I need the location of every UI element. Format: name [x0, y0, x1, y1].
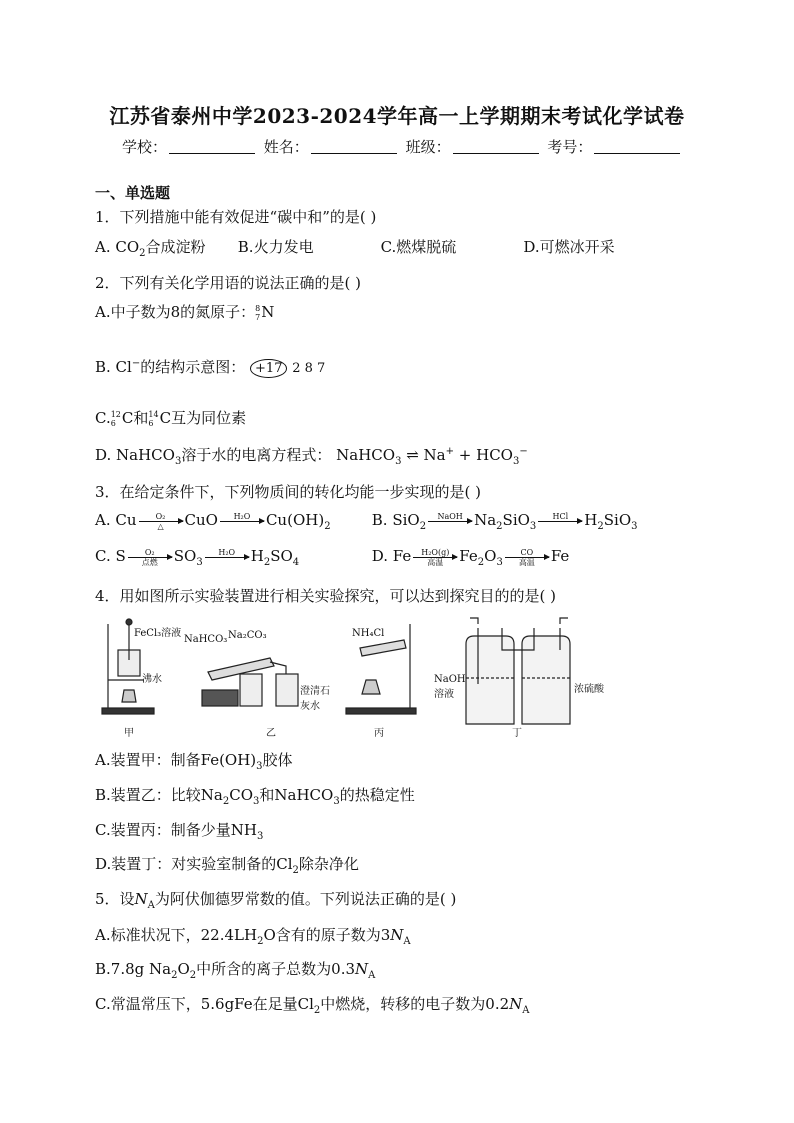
q4-option-b: B.装置乙：比较$Na_2CO_3$和NaHCO$_3$的热稳定性: [95, 786, 415, 807]
q4-option-c: C.装置丙：制备少量$NH_3$: [95, 821, 264, 842]
section-heading: 一、单选题: [95, 184, 171, 202]
q3-option-a: A. Cu O₂ △ CuO H₂O $Cu(OH)_2$: [95, 511, 331, 532]
q5-option-b: B.7.8g $Na_2O_2$中所含的离子总数为$0.3N_A$: [95, 960, 376, 981]
q5-option-c: C.常温常压下，5.6gFe在足量$Cl_2$中燃烧，转移的电子数为$0.2N_A$: [95, 995, 530, 1016]
label-limewater: 澄清石灰水: [300, 686, 330, 712]
exam-no-label: 考号：: [547, 138, 593, 156]
name-blank[interactable]: [311, 139, 397, 154]
label-jia: 甲: [124, 728, 134, 739]
q3-options-cd: [95, 547, 569, 567]
class-label: 班级：: [405, 138, 451, 156]
student-info-row: [122, 136, 684, 157]
q1-option-d: D.可燃冰开采: [523, 238, 615, 256]
q5-option-a: A.标准状况下，$22.4LH_2O$含有的原子数为$3N_A$: [95, 926, 411, 947]
label-bing: 丙: [374, 728, 384, 739]
label-naoh-solution: NaOH溶液: [434, 674, 466, 700]
q5-stem: 5．设$N_A$为阿伏伽德罗常数的值。下列说法正确的是( ): [95, 890, 457, 911]
q2-option-c: C. 12 6 C和 14 6 C互为同位素: [95, 409, 247, 428]
label-na2co3: Na₂CO₃: [228, 630, 267, 641]
q4-option-d: D.装置丁：对实验室制备的$Cl_2$除杂净化: [95, 855, 359, 876]
page-title: 江苏省泰州中学2023-2024学年高一上学期期末考试化学试卷: [109, 104, 685, 128]
nitrogen-isotope-notation: 8 7: [255, 304, 261, 322]
q3-option-d: D. Fe H₂O(g) 高温 $Fe_2O_3$ CO 高温 Fe: [371, 547, 570, 568]
q2-option-a: A.中子数为8的氮原子： 8 7 N: [95, 303, 275, 322]
name-label: 姓名：: [263, 138, 309, 156]
q1-stem: 1．下列措施中能有效促进“碳中和”的是( ): [95, 208, 377, 226]
nucleus-circle: +17: [250, 359, 287, 378]
electron-shells: 2 8 7: [292, 361, 326, 376]
q1-option-b: B.火力发电: [237, 238, 314, 256]
q1-option-a: A. $CO_2$合成淀粉: [95, 238, 206, 259]
q2-stem: 2．下列有关化学用语的说法正确的是( ): [95, 274, 362, 292]
label-nahco3: NaHCO₃: [184, 634, 228, 645]
q2-option-d: D. NaHCO$_3$溶于水的电离方程式： NaHCO$_3$ ⇌ $Na^+ + HCO_3^-$: [95, 446, 528, 467]
q3-stem: 3．在给定条件下，下列物质间的转化均能一步实现的是( ): [95, 483, 482, 501]
apparatus-diagram: [98, 614, 698, 739]
exam-no-blank[interactable]: [594, 139, 680, 154]
q3-options-ab: [95, 511, 638, 531]
q2-option-b: B. Cl−的结构示意图： +17 2 8 7: [95, 358, 326, 376]
label-nh4cl: NH₄Cl: [352, 628, 385, 639]
school-label: 学校：: [122, 138, 168, 156]
label-conc-h2so4: 浓硫酸: [574, 684, 604, 695]
label-fecl3: FeCl₃溶液: [134, 628, 182, 639]
q4-option-a: A.装置甲：制备$Fe(OH)_3$胶体: [95, 751, 293, 772]
q1-option-c: C.燃煤脱硫: [380, 238, 457, 256]
label-boiling-water: 沸水: [142, 674, 162, 685]
q3-option-c: C. S O₂ 点燃 $SO_3$ H₂O $H_2SO_4$: [95, 547, 300, 568]
school-blank[interactable]: [169, 139, 255, 154]
apparatus-figure: [98, 614, 698, 739]
label-yi: 乙: [266, 728, 276, 739]
q4-stem: 4．用如图所示实验装置进行相关实验探究，可以达到探究目的的是( ): [95, 587, 557, 605]
q1-options: [95, 236, 615, 257]
q3-option-b: B. SiO$_2$ NaOH $Na_2SiO_3$ HCl $H_2SiO_3$: [371, 511, 638, 532]
class-blank[interactable]: [453, 139, 539, 154]
label-ding: 丁: [512, 728, 522, 739]
